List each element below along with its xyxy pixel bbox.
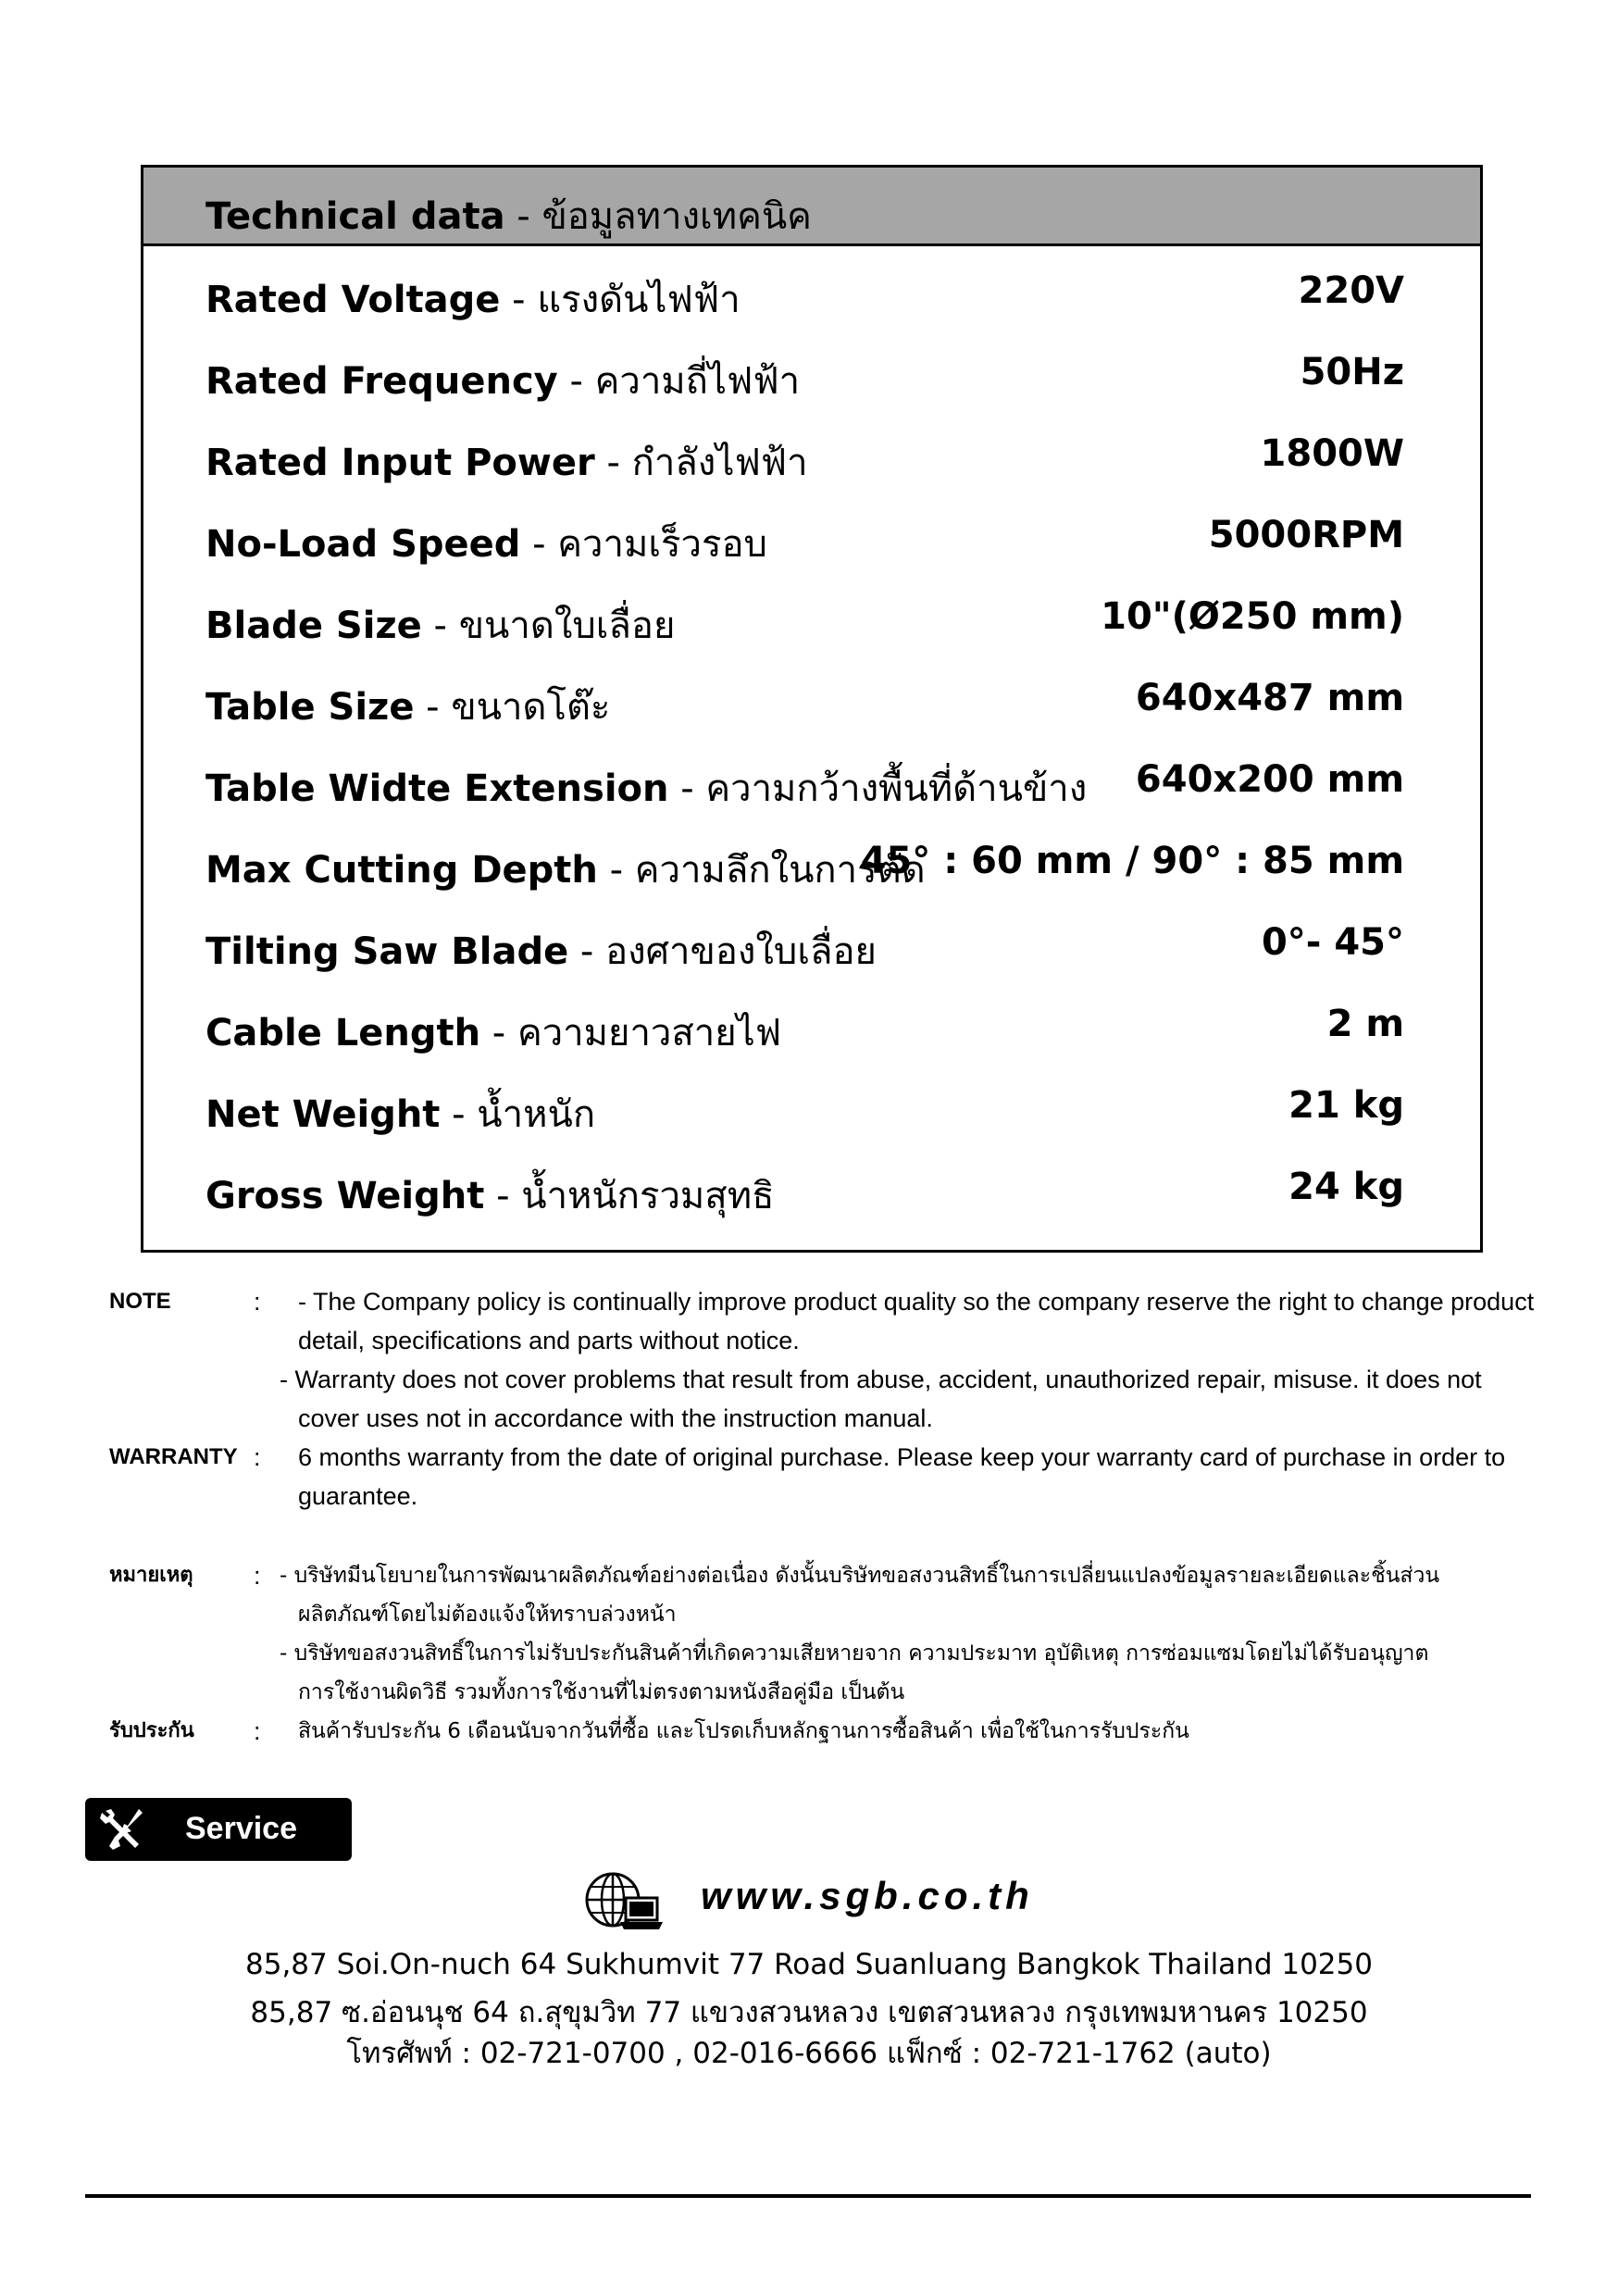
technical-data-header [143,168,1480,246]
th-warranty-label: รับประกัน [109,1719,194,1742]
website-link[interactable]: www.sgb.co.th [701,1874,1034,1917]
spec-value: 1800W [1260,432,1404,475]
note-label: NOTE [109,1289,171,1314]
spec-value: 5000RPM [1208,514,1404,556]
wrench-screwdriver-icon [98,1805,146,1853]
spec-value: 220V [1298,269,1404,312]
footer-rule [85,2194,1531,2198]
spec-row-cable-length: Cable Length - ความยาวสายไฟ 2 m [205,1003,1404,1054]
spec-row-net-weight: Net Weight - น้ำหนัก 21 kg [205,1084,1404,1136]
spec-value: 21 kg [1288,1084,1404,1127]
colon: : [254,1288,261,1316]
spec-value: 0°- 45° [1261,921,1404,964]
service-badge [85,1798,352,1861]
th-note-text: - บริษัทมีนโยบายในการพัฒนาผลิตภัณฑ์อย่างต่อเนื่อง ดังนั้นบริษัทขอสงวนสิทธิ์ในการเปลี่ยนแปลงข้อมูลรายละเอียดและชิ้นส่วน [280,1564,1440,1588]
spec-value: 45° : 60 mm / 90° : 85 mm [860,840,1404,882]
phone-fax: โทรศัพท์ : 02-721-0700 , 02-016-6666 แฟ็กซ์ : 02-721-1762 (auto) [346,2037,1272,2070]
warranty-label: WARRANTY [109,1444,238,1469]
spec-value: 2 m [1326,1003,1404,1045]
warranty-text: guarantee. [298,1482,418,1510]
th-note-text: ผลิตภัณฑ์โดยไม่ต้องแจ้งให้ทราบล่วงหน้า [298,1603,677,1627]
colon: : [254,1717,261,1745]
technical-data-title: Technical data - ข้อมูลทางเทคนิค [205,195,812,238]
th-note-text: - บริษัทขอสงวนสิทธิ์ในการไม่รับประกันสินค้าที่เกิดความเสียหายจาก ความประมาท อุบัติเหตุ การซ่อมแซมโดยไม่ได้รับอนุญาต [280,1641,1429,1666]
note-text: - Warranty does not cover problems that result from abuse, accident, unauthorized repair, misuse. it does not [280,1366,1482,1393]
spec-row-gross-weight: Gross Weight - น้ำหนักรวมสุทธิ 24 kg [205,1166,1404,1217]
colon: : [254,1443,261,1471]
note-text: detail, specifications and parts without notice. [298,1327,800,1354]
spec-row-tilting-saw-blade: Tilting Saw Blade - องศาของใบเลื่อย 0°- 45° [205,921,1404,973]
spec-value: 24 kg [1288,1166,1404,1208]
spec-row-rated-frequency: Rated Frequency - ความถี่ไฟฟ้า 50Hz [205,351,1404,403]
colon: : [254,1562,261,1590]
globe-laptop-icon [581,1868,666,1935]
note-text: - The Company policy is continually improve product quality so the company reserve the right to change product [298,1288,1535,1316]
spec-value: 50Hz [1300,351,1404,393]
spec-row-table-size: Table Size - ขนาดโต๊ะ 640x487 mm [205,677,1404,729]
spec-row-blade-size: Blade Size - ขนาดใบเลื่อย 10"(Ø250 mm) [205,595,1404,647]
address-th: 85,87 ซ.อ่อนนุช 64 ถ.สุขุมวิท 77 แขวงสวนหลวง เขตสวนหลวง กรุงเทพมหานคร 10250 [250,1996,1368,2029]
spec-row-rated-voltage: Rated Voltage - แรงดันไฟฟ้า 220V [205,269,1404,321]
spec-value: 640x487 mm [1135,677,1404,719]
spec-row-no-load-speed: No-Load Speed - ความเร็วรอบ 5000RPM [205,514,1404,566]
warranty-text: 6 months warranty from the date of original purchase. Please keep your warranty card of purchase in order to [298,1443,1506,1471]
spec-row-table-width-extension: Table Widte Extension - ความกว้างพื้นที่ด้านข้าง 640x200 mm [205,758,1404,810]
spec-row-rated-input-power: Rated Input Power - กำลังไฟฟ้า 1800W [205,432,1404,484]
technical-data-table [141,165,1483,1253]
th-warranty-text: สินค้ารับประกัน 6 เดือนนับจากวันที่ซื้อ และโปรดเก็บหลักฐานการซื้อสินค้า เพื่อใช้ในการรับประกัน [298,1719,1189,1743]
th-note-label: หมายเหตุ [109,1564,193,1587]
note-text: cover uses not in accordance with the instruction manual. [298,1404,933,1432]
spec-value: 10"(Ø250 mm) [1101,595,1404,638]
spec-row-max-cutting-depth: Max Cutting Depth - ความลึกในการตัด 45° : 60 mm / 90° : 85 mm [205,840,1404,892]
th-note-text: การใช้งานผิดวิธี รวมทั้งการใช้งานที่ไม่ตรงตามหนังสือคู่มือ เป็นต้น [298,1680,905,1704]
service-label: Service [185,1811,297,1846]
spec-value: 640x200 mm [1135,758,1404,801]
address-en: 85,87 Soi.On-nuch 64 Sukhumvit 77 Road Suanluang Bangkok Thailand 10250 [245,1948,1373,1981]
